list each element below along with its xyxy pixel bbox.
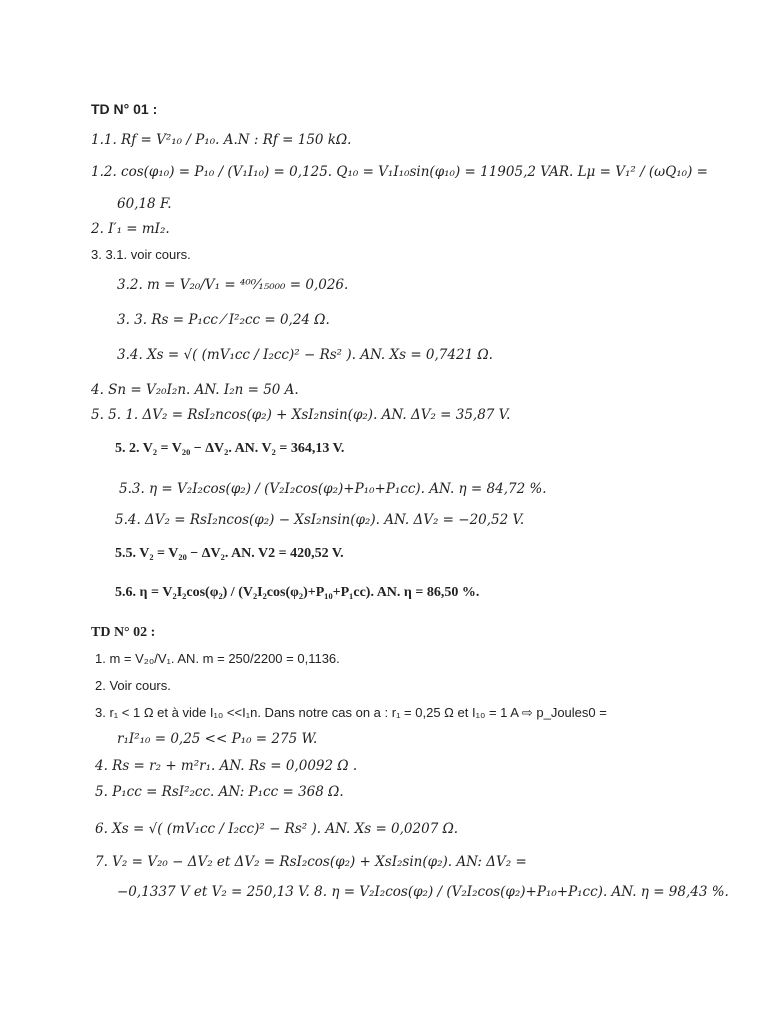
td1-line-3-2: 3.2. m = V₂₀/V₁ = ⁴⁰⁰⁄₁₅₀₀₀ = 0,026. xyxy=(117,277,349,293)
td1-line-5-2: 5. 2. V₂ = V₂₀ − ΔV₂. AN. V₂ = 364,13 V. xyxy=(115,441,345,456)
td1-line-5-4: 5.4. ΔV₂ = RsI₂ncos(φ₂) − XsI₂nsin(φ₂). AN. ΔV₂ = −20,52 V. xyxy=(115,512,525,528)
td1-line-5-6: 5.6. η = V₂I₂cos(φ₂) / (V₂I₂cos(φ₂)+P₁₀+P₁cc). AN. η = 86,50 %. xyxy=(115,585,480,600)
td2-line-4: 4. Rs = r₂ + m²r₁. AN. Rs = 0,0092 Ω . xyxy=(95,758,358,774)
td2-title: TD N° 02 : xyxy=(91,625,156,640)
td2-line-5: 5. P₁cc = RsI²₂cc. AN: P₁cc = 368 Ω. xyxy=(95,784,344,800)
td1-line-4: 4. Sn = V₂₀I₂n. AN. I₂n = 50 A. xyxy=(91,382,299,398)
td2-line-6: 6. Xs = √( (mV₁cc / I₂cc)² − Rs² ). AN. Xs = 0,0207 Ω. xyxy=(95,821,459,837)
td1-line-5-5: 5.5. V₂ = V₂₀ − ΔV₂. AN. V2 = 420,52 V. xyxy=(115,546,344,561)
td2-line-7: 7. V₂ = V₂₀ − ΔV₂ et ΔV₂ = RsI₂cos(φ₂) + XsI₂sin(φ₂). AN: ΔV₂ = xyxy=(95,854,527,870)
td2-line-3-cont: r₁I²₁₀ = 0,25 << P₁₀ = 275 W. xyxy=(117,731,318,747)
td1-line-3-3: 3. 3. Rs = P₁cc ⁄ I²₂cc = 0,24 Ω. xyxy=(117,312,330,328)
td1-line-2: 2. I′₁ = mI₂. xyxy=(91,221,170,237)
td1-line-1-1: 1.1. Rf = V²₁₀ / P₁₀. A.N : Rf = 150 kΩ. xyxy=(91,132,352,148)
td2-line-3: 3. r₁ < 1 Ω et à vide I₁₀ <<I₁n. Dans notre cas on a : r₁ = 0,25 Ω et I₁₀ = 1 A ⇨ p_Joules0 = xyxy=(95,705,607,720)
td1-line-5-3: 5.3. η = V₂I₂cos(φ₂) / (V₂I₂cos(φ₂)+P₁₀+P₁cc). AN. η = 84,72 %. xyxy=(119,481,547,497)
td1-line-3: 3. 3.1. voir cours. xyxy=(91,247,191,262)
td2-line-7-cont: −0,1337 V et V₂ = 250,13 V. 8. η = V₂I₂cos(φ₂) / (V₂I₂cos(φ₂)+P₁₀+P₁cc). AN. η = 98,43 %. xyxy=(117,884,729,900)
td2-line-2: 2. Voir cours. xyxy=(95,678,171,693)
td1-title: TD N° 01 : xyxy=(91,101,158,117)
td1-line-1-2: 1.2. cos(φ₁₀) = P₁₀ / (V₁I₁₀) = 0,125. Q₁₀ = V₁I₁₀sin(φ₁₀) = 11905,2 VAR. Lμ = V₁² / (ωQ₁₀) = xyxy=(91,164,708,180)
td1-line-1-2-cont: 60,18 F. xyxy=(117,196,172,212)
td1-line-3-4: 3.4. Xs = √( (mV₁cc / I₂cc)² − Rs² ). AN. Xs = 0,7421 Ω. xyxy=(117,347,493,363)
td2-line-1: 1. m = V₂₀/V₁. AN. m = 250/2200 = 0,1136. xyxy=(95,651,340,666)
td1-line-5-1: 5. 5. 1. ΔV₂ = RsI₂ncos(φ₂) + XsI₂nsin(φ₂). AN. ΔV₂ = 35,87 V. xyxy=(91,407,511,423)
